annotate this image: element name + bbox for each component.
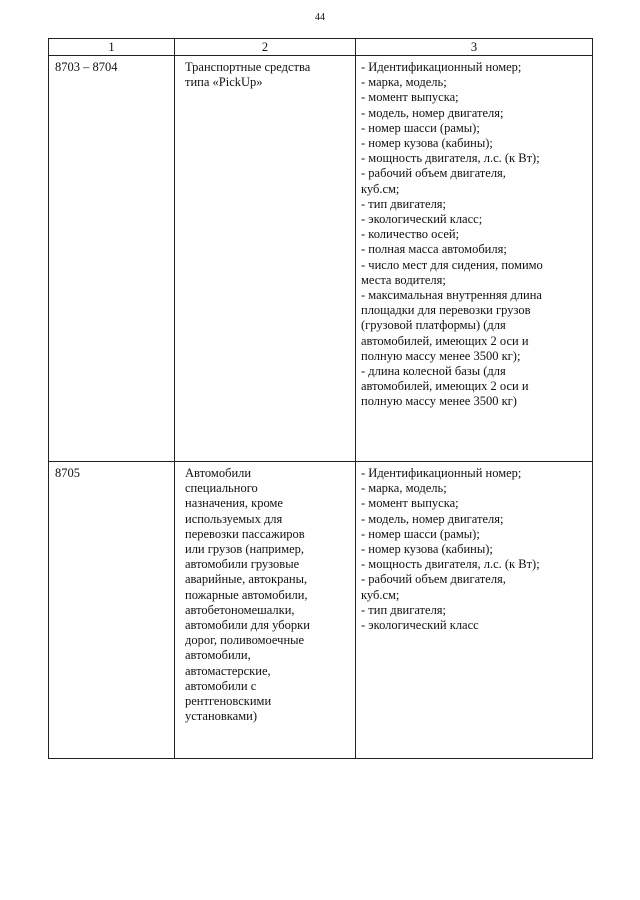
- code-cell: 8703 – 8704: [49, 56, 175, 462]
- table-row: [49, 56, 593, 462]
- page-number: 44: [315, 12, 325, 23]
- attribute-line: - число мест для сидения, помимо: [361, 257, 543, 272]
- classification-table: [48, 38, 593, 759]
- attribute-line: - Идентификационный номер;: [361, 60, 522, 74]
- name-line: специального: [185, 481, 258, 496]
- attribute-line: автомобилей, имеющих 2 оси и: [361, 333, 529, 348]
- code-cell: 8705: [49, 462, 175, 759]
- attributes-cell: [356, 56, 593, 462]
- name-line: Транспортные средства: [185, 60, 311, 74]
- attribute-line: - длина колесной базы (для: [361, 364, 506, 379]
- attribute-line: - момент выпуска;: [361, 496, 459, 511]
- attribute-line: куб.см;: [361, 181, 400, 196]
- name-line: назначения, кроме: [185, 496, 283, 511]
- attribute-line: - номер кузова (кабины);: [361, 136, 493, 151]
- attribute-line: - марка, модель;: [361, 481, 447, 496]
- name-cell: [175, 56, 356, 462]
- name-line: типа «PickUp»: [185, 75, 263, 90]
- attributes-cell: [356, 462, 593, 759]
- attribute-line: (грузовой платформы) (для: [361, 318, 506, 333]
- name-line: установками): [185, 709, 257, 724]
- attribute-line: полную массу менее 3500 кг): [361, 394, 517, 409]
- name-line: используемых для: [185, 511, 283, 526]
- column-header-3: 3: [356, 39, 593, 56]
- attribute-line: - момент выпуска;: [361, 90, 459, 105]
- attribute-line: - номер шасси (рамы);: [361, 526, 480, 541]
- name-line: автомобили грузовые: [185, 557, 300, 572]
- attribute-line: - экологический класс;: [361, 212, 483, 227]
- column-header-2: 2: [175, 39, 356, 56]
- attribute-line: площадки для перевозки грузов: [361, 303, 531, 318]
- header-row: [49, 39, 593, 56]
- attribute-line: - мощность двигателя, л.с. (к Вт);: [361, 557, 540, 572]
- name-line: аварийные, автокраны,: [185, 572, 308, 587]
- attribute-line: куб.см;: [361, 587, 400, 602]
- name-line: автомобили с: [185, 678, 257, 693]
- name-line: или грузов (например,: [185, 542, 305, 557]
- attribute-line: - тип двигателя;: [361, 602, 447, 617]
- attribute-line: - модель, номер двигателя;: [361, 105, 504, 120]
- attribute-line: автомобилей, имеющих 2 оси и: [361, 379, 529, 394]
- attribute-line: - модель, номер двигателя;: [361, 511, 504, 526]
- name-line: рентгеновскими: [185, 694, 272, 709]
- attribute-line: - тип двигателя;: [361, 196, 447, 211]
- name-line: автомобили для уборки: [185, 618, 310, 633]
- name-line: автомобили,: [185, 648, 251, 663]
- attribute-line: - количество осей;: [361, 227, 460, 242]
- column-header-1: 1: [49, 39, 175, 56]
- name-line: автобетономешалки,: [185, 602, 295, 617]
- name-line: Автомобили: [185, 466, 252, 480]
- name-cell: [175, 462, 356, 759]
- attribute-line: - максимальная внутренняя длина: [361, 288, 542, 303]
- attribute-line: - мощность двигателя, л.с. (к Вт);: [361, 151, 540, 166]
- attribute-line: - рабочий объем двигателя,: [361, 166, 506, 181]
- attribute-line: - марка, модель;: [361, 75, 447, 90]
- attribute-line: полную массу менее 3500 кг);: [361, 348, 521, 363]
- name-line: автомастерские,: [185, 663, 271, 678]
- name-line: перевозки пассажиров: [185, 526, 305, 541]
- table-row: [49, 462, 593, 759]
- attribute-line: - номер кузова (кабины);: [361, 542, 493, 557]
- attribute-line: - экологический класс: [361, 618, 479, 633]
- name-line: пожарные автомобили,: [185, 587, 308, 602]
- attribute-line: места водителя;: [361, 272, 446, 287]
- attribute-line: - полная масса автомобиля;: [361, 242, 507, 257]
- attribute-line: - Идентификационный номер;: [361, 466, 522, 480]
- attribute-line: - рабочий объем двигателя,: [361, 572, 506, 587]
- attribute-line: - номер шасси (рамы);: [361, 120, 480, 135]
- name-line: дорог, поливомоечные: [185, 633, 305, 648]
